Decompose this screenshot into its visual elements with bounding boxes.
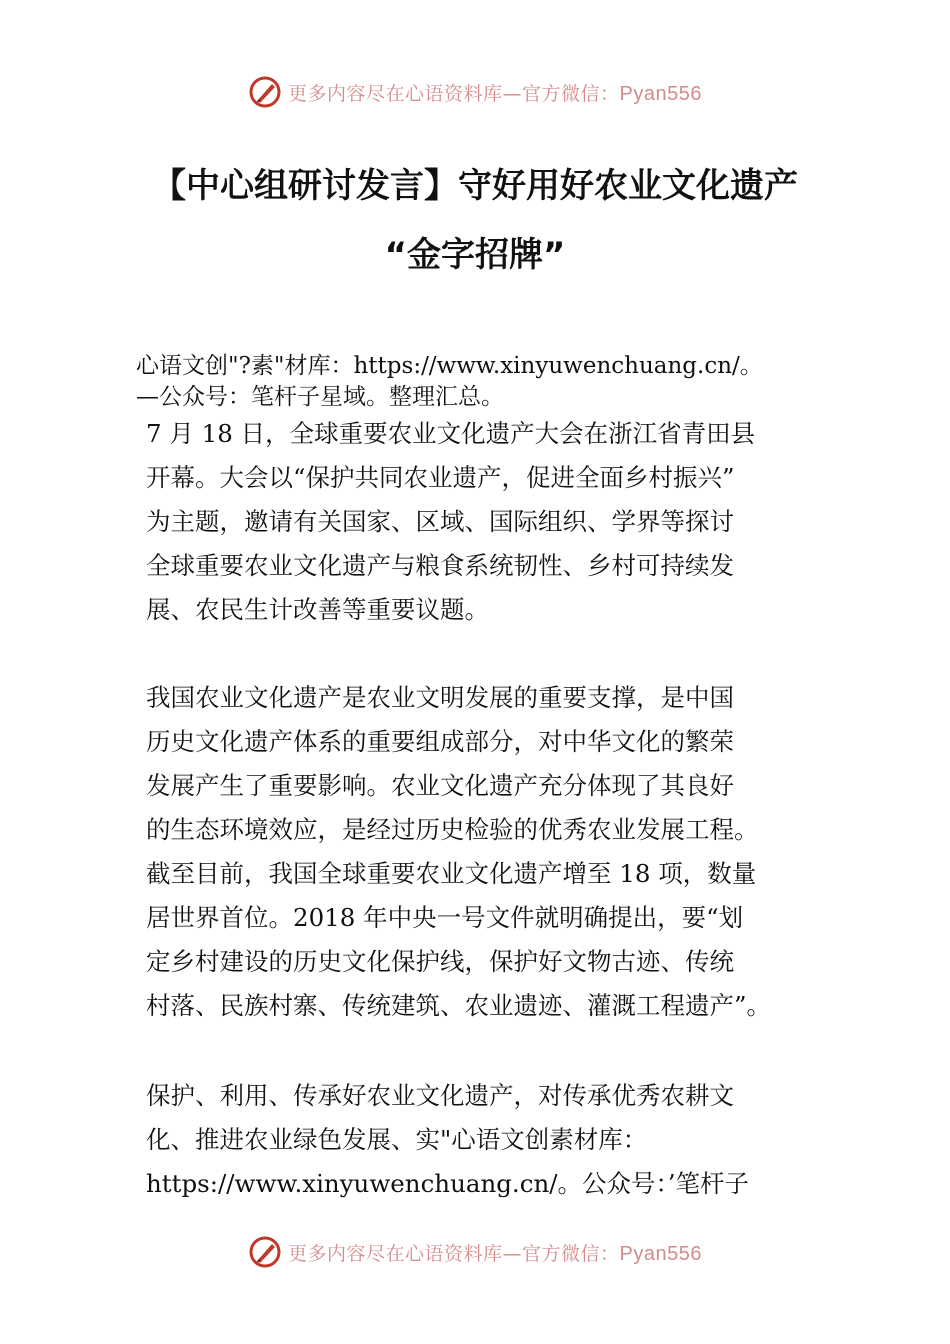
paragraph2-line: 我国农业文化遗产是农业文明发展的重要支撑，是中国 (146, 683, 734, 712)
paragraph2-line: 定乡村建设的历史文化保护线，保护好文物古迹、传统 (146, 947, 734, 976)
pen-logo-icon (248, 1235, 282, 1269)
paragraph1-line: 展、农民生计改善等重要议题。 (146, 595, 489, 624)
paragraph2-line: 村落、民族村寨、传统建筑、农业遗迹、灌溉工程遗产”。 (146, 991, 772, 1020)
source-line-2: —公众号：笔杆子星域。整理汇总。 (136, 384, 504, 410)
paragraph2-line: 截至目前，我国全球重要农业文化遗产增至 18 项，数量 (146, 859, 757, 888)
paragraph1-line: 开幕。大会以“保护共同农业遗产，促进全面乡村振兴” (146, 463, 735, 492)
paragraph1-line: 7 月 18 日，全球重要农业文化遗产大会在浙江省青田县 (146, 419, 756, 448)
paragraph3-line: 保护、利用、传承好农业文化遗产，对传承优秀农耕文 (146, 1081, 734, 1110)
paragraph3-line: 化、推进农业绿色发展、实"心语文创素材库： (146, 1125, 648, 1154)
footer-watermark (0, 1232, 950, 1272)
source-line-1: 心语文创"?素"材库：https://www.xinyuwenchuang.cn/。 (136, 353, 763, 379)
watermark-text: 更多内容尽在心语资料库—官方微信：Pyan556 (288, 82, 702, 105)
paragraph1-line: 全球重要农业文化遗产与粮食系统韧性、乡村可持续发 (146, 551, 734, 580)
header-watermark (0, 72, 950, 112)
paragraph3-line: https://www.xinyuwenchuang.cn/。公众号：’笔杆子 (146, 1169, 750, 1198)
watermark-text: 更多内容尽在心语资料库—官方微信：Pyan556 (288, 1242, 702, 1265)
paragraph2-line: 发展产生了重要影响。农业文化遗产充分体现了其良好 (146, 771, 734, 800)
paragraph1-line: 为主题，邀请有关国家、区域、国际组织、学界等探讨 (146, 507, 734, 536)
paragraph2-line: 的生态环境效应，是经过历史检验的优秀农业发展工程。 (146, 815, 759, 844)
pen-logo-icon (248, 75, 282, 109)
page-title-line2: “金字招牌” (384, 235, 566, 275)
paragraph2-line: 居世界首位。2018 年中央一号文件就明确提出，要“划 (146, 903, 744, 932)
page-title-line1: 【中心组研讨发言】守好用好农业文化遗产 (152, 166, 798, 206)
paragraph2-line: 历史文化遗产体系的重要组成部分，对中华文化的繁荣 (146, 727, 734, 756)
